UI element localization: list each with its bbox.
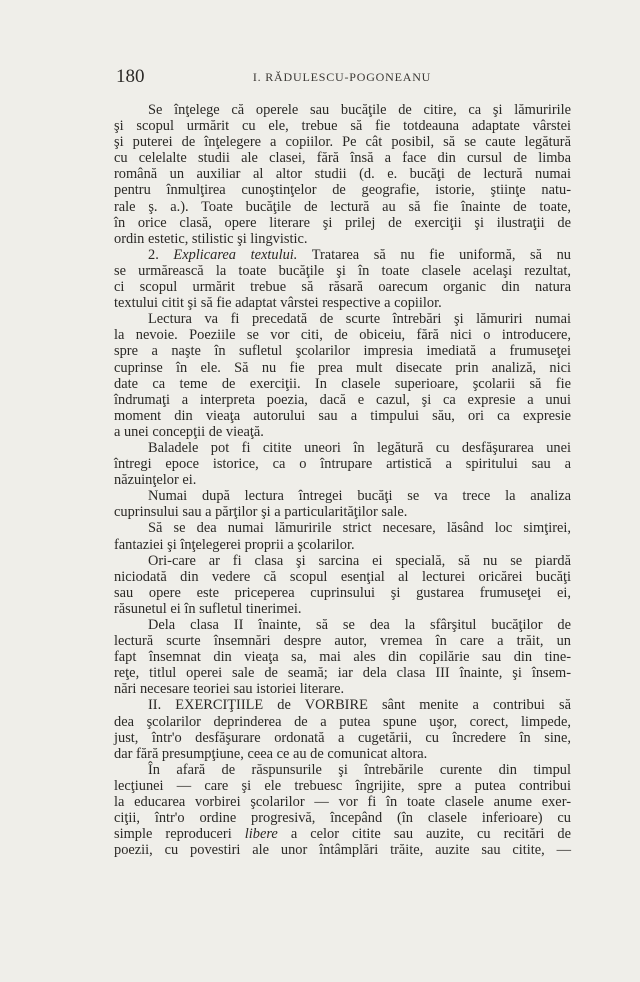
text-line	[114, 215, 571, 231]
text-segment: cuprinse în ele. Să nu fie prea mult disecate prin analiză, nici	[114, 359, 571, 376]
text-segment: Ori-care ar fi clasa şi sarcina ei specială, să nu se piardă	[148, 552, 571, 569]
text-line	[114, 343, 571, 359]
italic-segment: Explicarea textului.	[173, 246, 298, 263]
text-segment: lectură scurte însemnări despre autor, vremea în care a trăit, un	[114, 633, 571, 650]
page-number: 180	[116, 66, 145, 87]
text-segment: Se înţelege că operele sau bucăţile de citire, ca şi lămuririle	[148, 102, 571, 118]
text-segment: moment din vieaţa autorului sau a timpului său, ori ca expresie	[114, 407, 571, 424]
text-line	[114, 102, 571, 118]
body-text	[114, 102, 571, 858]
text-segment: cu celelalte studii ale clasei, fără însă a face din cursul de limba	[114, 150, 571, 167]
running-head: I. RĂDULESCU-POGONEANU	[252, 70, 432, 84]
text-line	[114, 134, 571, 150]
text-line	[114, 504, 571, 520]
text-line	[114, 231, 571, 247]
text-line	[114, 376, 571, 392]
text-line	[114, 842, 571, 858]
text-line	[114, 295, 571, 311]
text-segment: întregi epoce istorice, ca o întrupare artistică a spiritului sau a	[114, 456, 571, 473]
text-line	[114, 553, 571, 569]
text-segment: ciţii, într'o ordine progresivă, începând (în clasele inferioare) cu	[114, 810, 571, 827]
text-segment: dar fără presumpţiune, ceea ce au de comunicat altora.	[114, 745, 428, 762]
text-line	[114, 327, 571, 343]
text-segment: nări necesare teoriei sau istoriei literare.	[114, 681, 345, 698]
text-line	[114, 810, 571, 826]
text-segment: Numai după lectura întregei bucăţi se va trece la analiza	[148, 488, 571, 505]
text-segment: rale ş. a.). Toate bucăţile de lectură au să fie înainte de toate,	[114, 198, 571, 215]
text-segment: răsunetul ei în sufletul tinerimei.	[114, 600, 302, 617]
text-segment: în orice clasă, opere literare şi prilej de exerciţii şi ilustraţii de	[114, 214, 571, 231]
text-line	[114, 150, 571, 166]
text-segment: textului citit şi să fie adaptat vârstei respective a copiilor.	[114, 295, 442, 312]
text-line	[114, 826, 571, 842]
text-segment: română un auxiliar al altor studii (d. e. bucăţi de lectură numai	[114, 166, 571, 183]
text-line	[114, 649, 571, 665]
text-line	[114, 665, 571, 681]
text-line	[114, 166, 571, 182]
text-segment: la nevoie. Poeziile se vor citi, de obiceiu, fără nici o introducere,	[114, 327, 571, 344]
text-segment: date ca teme de exerciţii. In clasele superioare, şcolarii să fie	[114, 375, 571, 392]
text-line	[114, 360, 571, 376]
text-segment: fantaziei şi înţelegerei proprii a şcolarilor.	[114, 536, 355, 553]
text-line	[114, 488, 571, 504]
text-segment: Dela clasa II înainte, să se dea la sfârşitul bucăţilor de	[148, 617, 571, 633]
text-line	[114, 118, 571, 134]
text-segment: se urmărească la toate bucăţile şi în toate clasele acelaşi rezultat,	[114, 262, 571, 279]
text-segment: năzuinţelor ei.	[114, 472, 197, 489]
text-line	[114, 681, 571, 697]
text-line	[114, 537, 571, 553]
text-segment: şi puterei de înţelegere a copiilor. Pe cât posibil, să se caute legătură	[114, 134, 571, 151]
text-segment: sau opere este priceperea cuprinsului şi gustarea frumuseţei ei,	[114, 584, 571, 601]
text-line	[114, 601, 571, 617]
text-segment: Tratarea să nu fie uniformă, să nu	[297, 246, 572, 263]
text-segment: spre a naşte în sufletul şcolarilor impresia imediată a frumuseţei	[114, 343, 571, 360]
text-line	[114, 520, 571, 536]
text-segment: îndrumaţi a interpreta poezia, dacă e cazul, şi ca expresie a unui	[114, 391, 571, 408]
text-segment: şi scopul urmărit cu ele, trebue să fie totdeauna adaptate vârstei	[114, 118, 571, 135]
text-segment: ci scopul urmărit trebue să răsară oarecum organic din natura	[114, 279, 571, 296]
text-line	[114, 633, 571, 649]
text-line	[114, 730, 571, 746]
text-line	[114, 424, 571, 440]
text-line	[114, 456, 571, 472]
text-segment: Să se dea numai lămuririle strict necesare, lăsând loc simţirei,	[148, 520, 571, 537]
text-segment: a celor citite sau auzite, cu recitări de	[277, 826, 571, 843]
italic-segment: libere	[244, 826, 278, 843]
text-segment: II. EXERCIŢIILE de VORBIRE sânt menite a contribui să	[148, 697, 571, 714]
text-line	[114, 585, 571, 601]
text-segment: simple reproduceri	[114, 826, 245, 843]
text-line	[114, 714, 571, 730]
text-line	[114, 697, 571, 713]
text-segment: cuprinsului sau a părţilor şi a particularităţilor sale.	[114, 504, 408, 521]
text-line	[114, 311, 571, 327]
text-line	[114, 279, 571, 295]
text-line	[114, 263, 571, 279]
text-segment: fapt însemnat din vieaţa sa, mai ales din copilărie sau din tine-	[114, 649, 571, 666]
text-line	[114, 794, 571, 810]
text-line	[114, 778, 571, 794]
text-segment: În afară de răspunsurile şi întrebările curente din timpul	[148, 761, 571, 778]
text-segment: Lectura va fi precedată de scurte întrebări şi lămuriri numai	[148, 311, 571, 328]
text-line	[114, 182, 571, 198]
text-segment: niciodată din vedere că scopul esenţial al lecturei oricărei bucăţi	[114, 568, 571, 585]
text-segment: reţe, titlul operei sale de seamă; iar dela clasa III înainte, şi însem-	[114, 665, 571, 682]
text-line	[114, 762, 571, 778]
text-segment: Baladele pot fi citite uneori în legătură cu desfăşurarea unei	[148, 439, 571, 456]
text-line	[114, 569, 571, 585]
page-header	[116, 66, 568, 88]
text-line	[114, 408, 571, 424]
text-segment: a unei concepţii de vieaţă.	[114, 423, 264, 440]
text-line	[114, 247, 571, 263]
text-segment: ordin estetic, stilistic şi lingvistic.	[114, 230, 308, 247]
text-segment: lecţiunei — care şi ele trebuesc îngrijite, spre a putea contribui	[114, 777, 571, 794]
text-line	[114, 440, 571, 456]
text-line	[114, 472, 571, 488]
text-line	[114, 746, 571, 762]
text-segment: dea şcolarilor deprinderea de a putea spune uşor, corect, limpede,	[114, 713, 571, 730]
text-line	[114, 617, 571, 633]
text-segment: pentru înmulţirea cunoştinţelor de geografie, istorie, ştiinţe natu-	[114, 182, 571, 199]
text-line	[114, 392, 571, 408]
text-segment: poezii, cu povestiri ale unor întâmplări trăite, auzite sau citite, —	[114, 842, 571, 859]
text-segment: 2.	[148, 246, 174, 263]
text-segment: la educarea vorbirei şcolarilor — vor fi în toate clasele anume exer-	[114, 794, 571, 811]
text-segment: just, într'o desfăşurare ordonată a cugetării, cu încredere în sine,	[114, 729, 571, 746]
text-line	[114, 199, 571, 215]
